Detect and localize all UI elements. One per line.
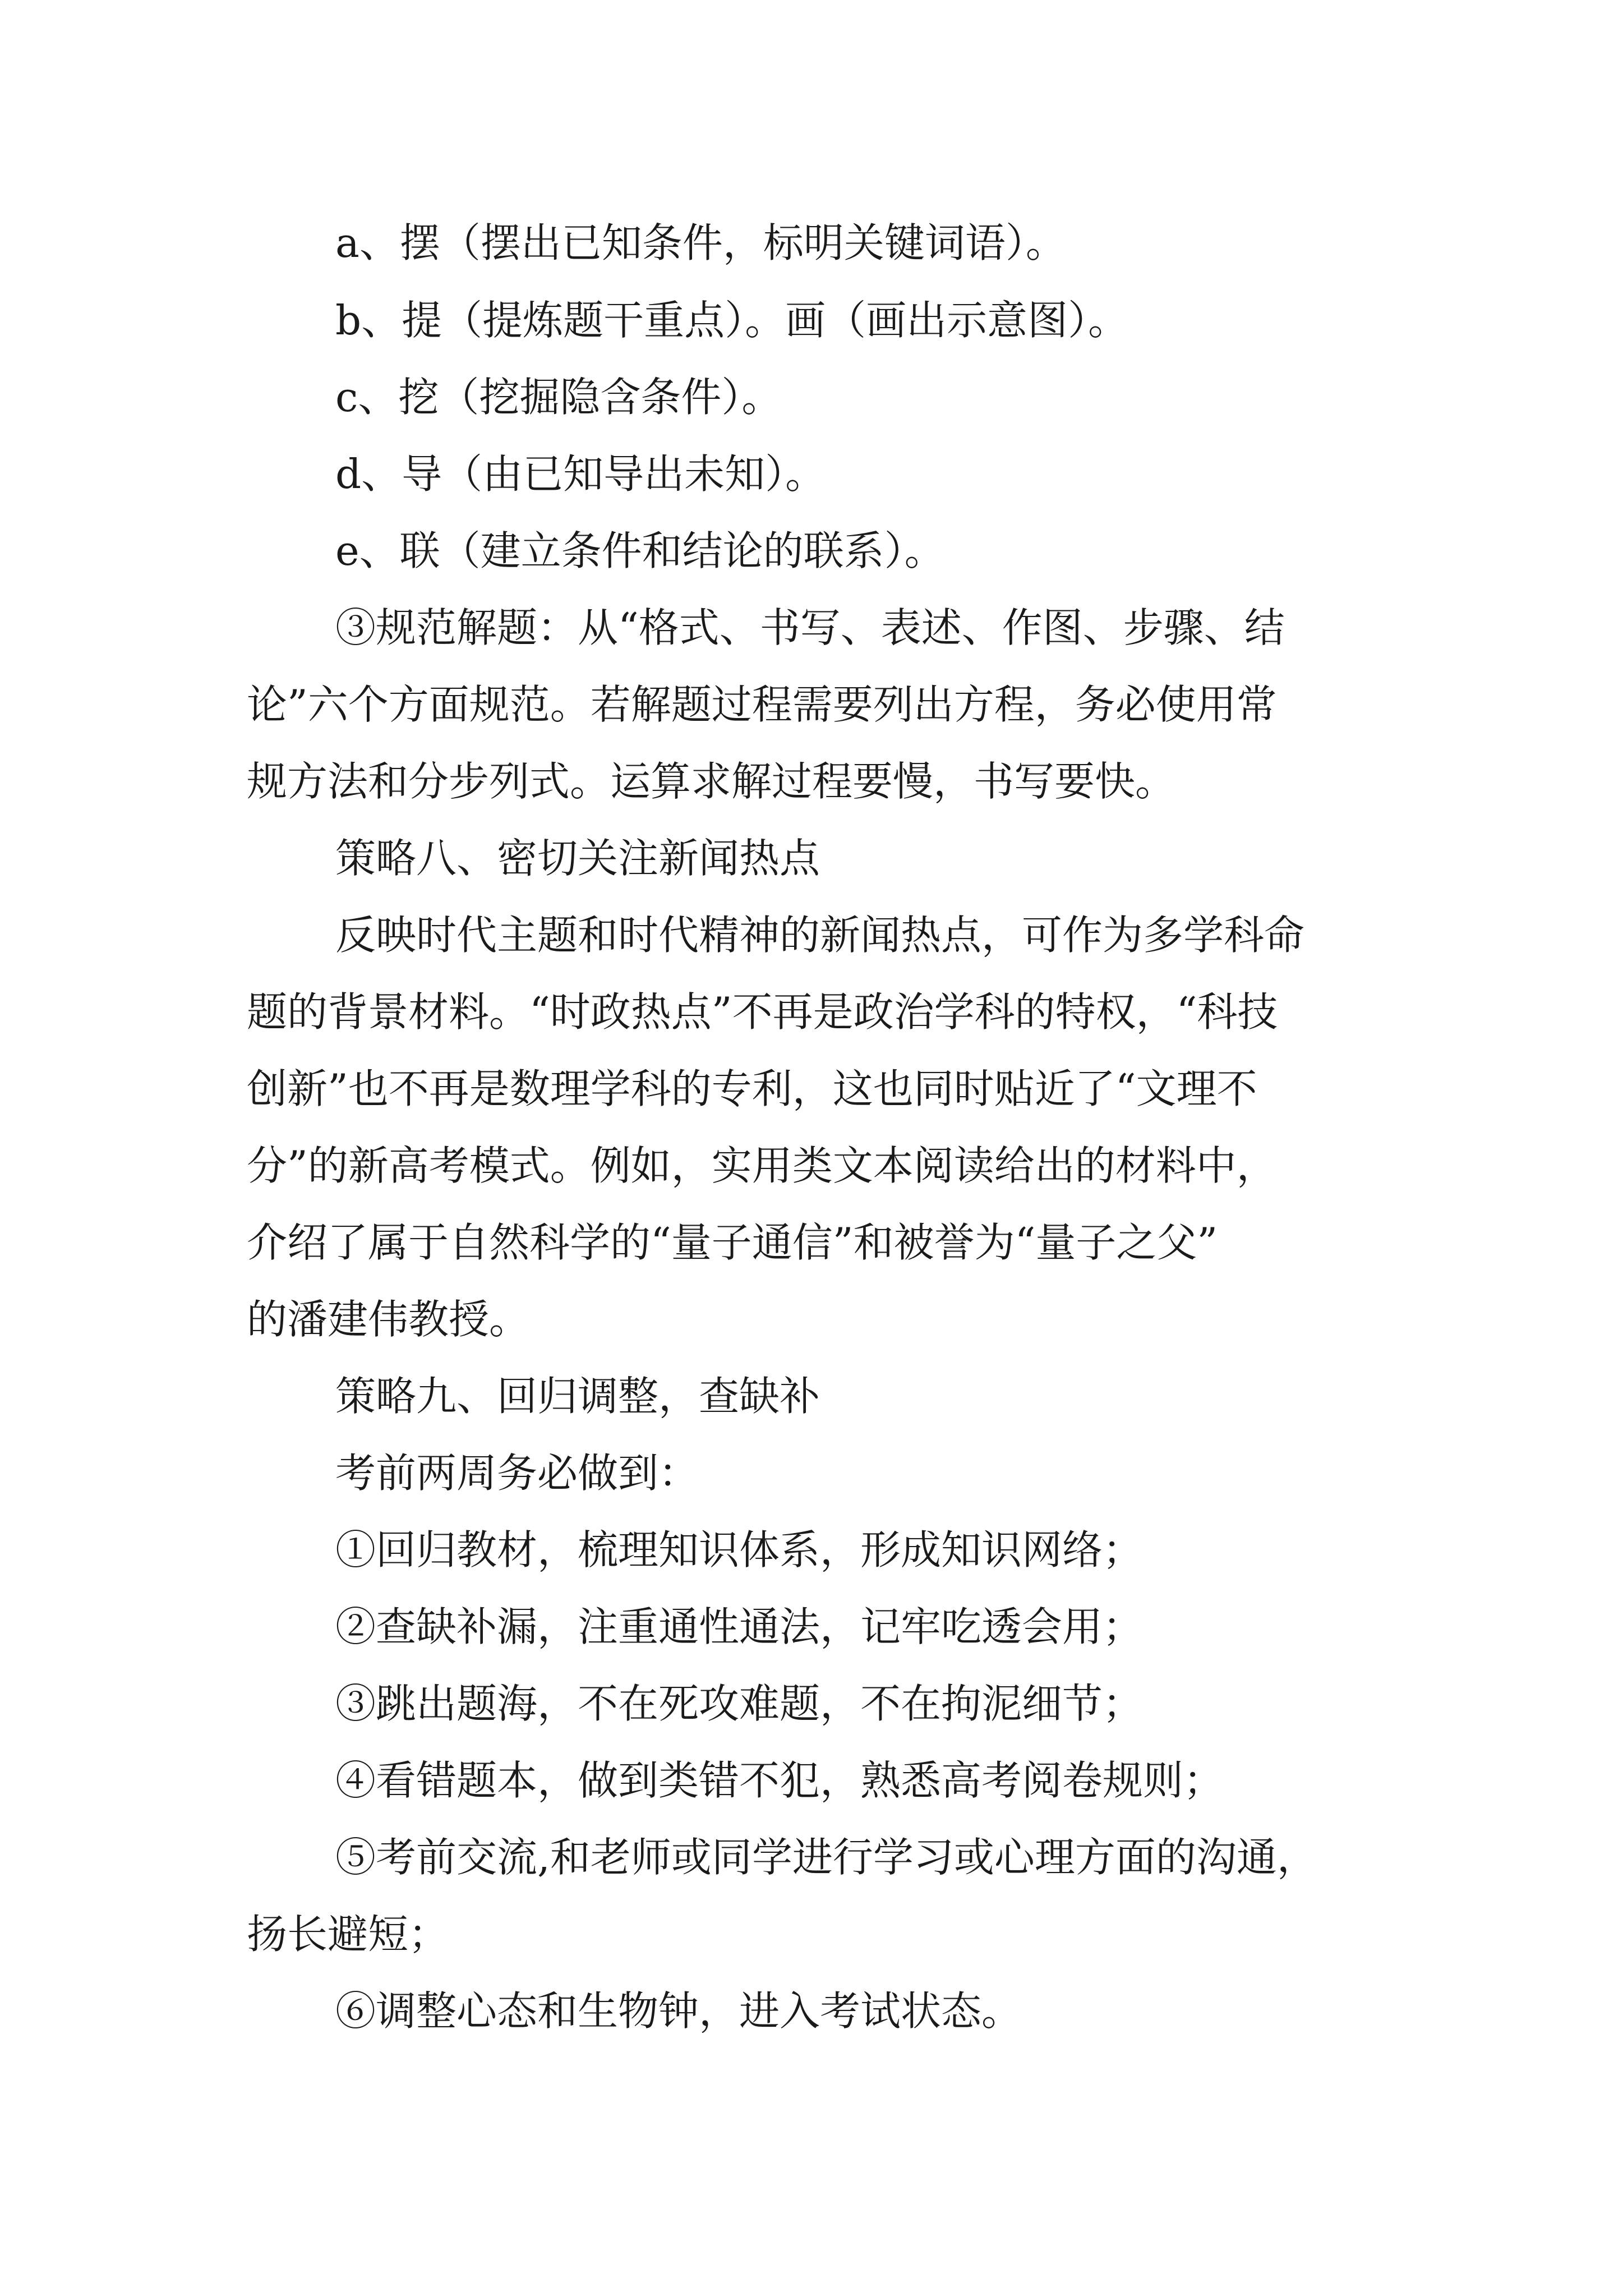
paragraph-two-weeks-intro: 考前两周务必做到： xyxy=(335,1450,699,1497)
heading-strategy-9: 策略九、回归调整，查缺补 xyxy=(335,1373,820,1420)
list-item-5-line-1: ⑤考前交流,和老师或同学进行学习或心理方面的沟通， xyxy=(335,1834,1317,1881)
item-e-lian: e、联（建立条件和结论的联系）。 xyxy=(335,527,945,574)
list-item-2: ②查缺补漏，注重通性通法，记牢吃透会用； xyxy=(335,1603,1144,1650)
paragraph-news-line-1: 反映时代主题和时代精神的新闻热点，可作为多学科命 xyxy=(335,912,1305,959)
item-b-ti: b、提（提炼题干重点）。画（画出示意图）。 xyxy=(335,297,1129,344)
list-item-5-line-2: 扬长避短； xyxy=(247,1911,449,1958)
heading-strategy-8: 策略八、密切关注新闻热点 xyxy=(335,835,820,882)
list-item-3: ③跳出题海，不在死攻难题，不在拘泥细节； xyxy=(335,1680,1144,1727)
list-item-1: ①回归教材，梳理知识体系，形成知识网络； xyxy=(335,1526,1144,1573)
paragraph-standard-solving-line-2: 论”六个方面规范。若解题过程需要列出方程，务必使用常 xyxy=(247,681,1277,728)
item-d-dao: d、导（由已知导出未知）。 xyxy=(335,450,826,498)
item-a-bai: a、摆（摆出已知条件，标明关键词语）。 xyxy=(335,219,1066,266)
paragraph-news-line-2: 题的背景材料。“时政热点”不再是政治学科的特权，“科技 xyxy=(247,988,1278,1036)
paragraph-news-line-4: 分”的新高考模式。例如，实用类文本阅读给出的材料中， xyxy=(247,1142,1277,1189)
paragraph-news-line-6: 的潘建伟教授。 xyxy=(247,1296,530,1343)
paragraph-standard-solving-line-3: 规方法和分步列式。运算求解过程要慢，书写要快。 xyxy=(247,758,1176,805)
paragraph-news-line-3: 创新”也不再是数理学科的专利，这也同时贴近了“文理不 xyxy=(247,1065,1257,1112)
paragraph-standard-solving-line-1: ③规范解题：从“格式、书写、表述、作图、步骤、结 xyxy=(335,604,1285,651)
list-item-6: ⑥调整心态和生物钟，进入考试状态。 xyxy=(335,1987,1022,2035)
list-item-4: ④看错题本，做到类错不犯，熟悉高考阅卷规则； xyxy=(335,1757,1224,1804)
item-c-wa: c、挖（挖掘隐含条件）。 xyxy=(335,374,782,421)
paragraph-news-line-5: 介绍了属于自然科学的“量子通信”和被誉为“量子之父” xyxy=(247,1219,1218,1266)
